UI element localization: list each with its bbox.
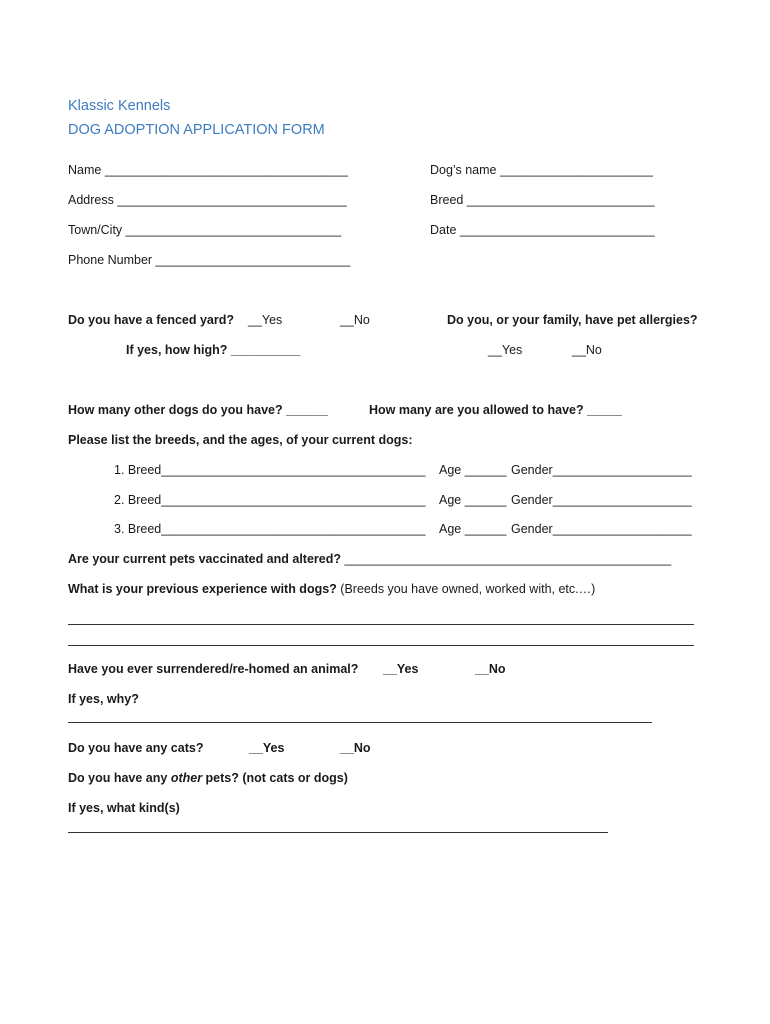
other-pets-question-emphasis: other [170, 771, 203, 785]
vaccinated-question: Are your current pets vaccinated and altered? [68, 552, 342, 566]
cats-no-option[interactable]: __No [340, 741, 371, 755]
surrender-yes-option[interactable]: __Yes [383, 662, 419, 676]
allergies-yes-option[interactable]: __Yes [488, 343, 523, 357]
date-field[interactable]: Date ____________________________ [430, 223, 655, 237]
experience-answer-line-1[interactable] [68, 624, 694, 625]
dog-2-breed-field[interactable]: 2. Breed______________________________________ [114, 493, 426, 507]
other-dogs-count-field[interactable]: How many other dogs do you have? ______ [68, 403, 328, 417]
dog-2-gender-field[interactable]: Gender____________________ [511, 493, 692, 507]
other-pets-kind-label: If yes, what kind(s) [68, 801, 180, 815]
allergies-question: Do you, or your family, have pet allergies? [447, 313, 698, 327]
surrender-why-answer-line[interactable] [68, 722, 652, 723]
fence-height-field[interactable]: If yes, how high? __________ [126, 343, 301, 357]
dog-3-breed-field[interactable]: 3. Breed______________________________________ [114, 522, 426, 536]
breed-field[interactable]: Breed ___________________________ [430, 193, 655, 207]
org-name: Klassic Kennels [68, 98, 171, 114]
surrender-why-label: If yes, why? [68, 692, 139, 706]
surrender-no-option[interactable]: __No [475, 662, 506, 676]
current-dogs-instruction: Please list the breeds, and the ages, of your current dogs: [68, 433, 413, 447]
experience-row [68, 581, 595, 597]
dog-3-gender-field[interactable]: Gender____________________ [511, 522, 692, 536]
town-city-field[interactable]: Town/City _______________________________ [68, 223, 342, 237]
vaccinated-row [68, 551, 671, 567]
fenced-yard-yes-option[interactable]: __Yes [248, 313, 283, 327]
surrender-question: Have you ever surrendered/re-homed an animal? [68, 662, 359, 676]
experience-hint: (Breeds you have owned, worked with, etc.…) [340, 582, 596, 596]
other-pets-question-end: pets? (not cats or dogs) [202, 771, 348, 785]
other-pets-question [68, 770, 348, 786]
form-title: DOG ADOPTION APPLICATION FORM [68, 122, 325, 138]
allergies-no-option[interactable]: __No [572, 343, 602, 357]
fenced-yard-no-option[interactable]: __No [340, 313, 370, 327]
fenced-yard-question: Do you have a fenced yard? [68, 313, 235, 327]
dog-1-age-field[interactable]: Age ______ [439, 463, 507, 477]
experience-question: What is your previous experience with dogs? [68, 582, 337, 596]
allowed-dogs-count-field[interactable]: How many are you allowed to have? _____ [369, 403, 622, 417]
other-pets-kind-answer-line[interactable] [68, 832, 608, 833]
other-pets-question-start: Do you have any [68, 771, 171, 785]
experience-answer-line-2[interactable] [68, 645, 694, 646]
dog-2-age-field[interactable]: Age ______ [439, 493, 507, 507]
vaccinated-answer-field[interactable]: _______________________________________________ [344, 552, 672, 566]
cats-question: Do you have any cats? [68, 741, 204, 755]
name-field[interactable]: Name ___________________________________ [68, 163, 349, 177]
dog-3-age-field[interactable]: Age ______ [439, 522, 507, 536]
phone-field[interactable]: Phone Number ____________________________ [68, 253, 351, 267]
dog-name-field[interactable]: Dog’s name ______________________ [430, 163, 653, 177]
cats-yes-option[interactable]: __Yes [249, 741, 285, 755]
address-field[interactable]: Address _________________________________ [68, 193, 347, 207]
dog-1-gender-field[interactable]: Gender____________________ [511, 463, 692, 477]
dog-1-breed-field[interactable]: 1. Breed______________________________________ [114, 463, 426, 477]
